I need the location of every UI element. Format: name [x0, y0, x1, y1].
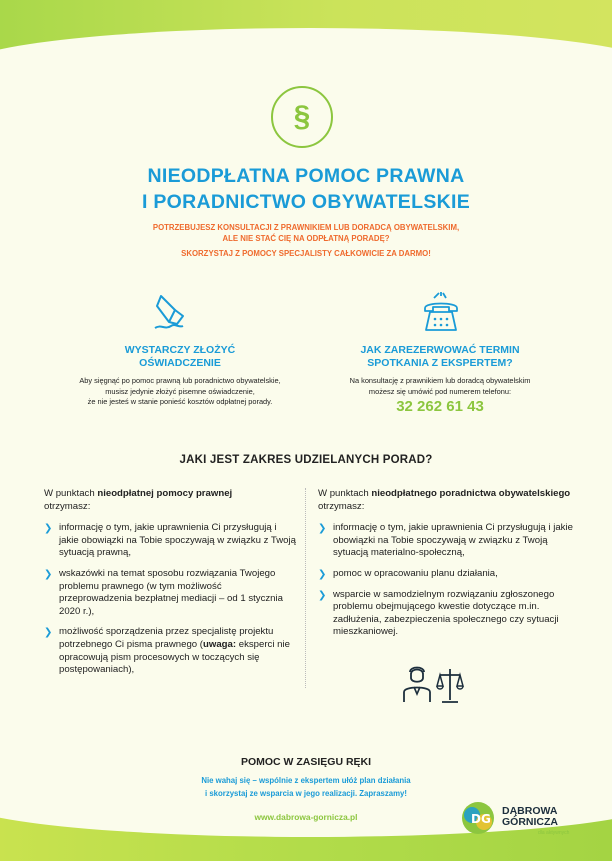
intro-line-3: SKORZYSTAJ Z POMOCY SPECJALISTY CAŁKOWICIE ZA DARMO!	[181, 249, 431, 258]
intro-callout	[0, 248, 612, 259]
legal-item-2: wskazówki na temat sposobu rozwiązania Twojego problemu prawnego (w tym możliwość przeprowadzenia bezpłatnej mediacji – od 1 stycznia 2020 r.),	[59, 567, 283, 617]
chevron-right-icon: ❯	[318, 589, 327, 601]
logo-line-2: GÓRNICZA	[502, 816, 558, 828]
booking-text-line-1: Na konsultację z prawnikiem lub doradcą obywatelskim	[349, 376, 531, 385]
dabrowa-gornicza-logo-icon	[460, 800, 496, 836]
chevron-right-icon: ❯	[318, 568, 327, 580]
list-item	[318, 589, 574, 639]
booking-heading	[320, 344, 560, 370]
scope-title: JAKI JEST ZAKRES UDZIELANYCH PORAD?	[179, 454, 433, 466]
pen-writing-icon	[153, 292, 189, 332]
civic-item-2: pomoc w opracowaniu planu działania,	[333, 567, 498, 579]
lawyer-icon	[402, 664, 432, 704]
section-sign-glyph: §	[293, 100, 311, 133]
statement-text-line-1: Aby sięgnąć po pomoc prawną lub poradnictwo obywatelskie,	[79, 376, 281, 385]
legal-intro-before: W punktach	[44, 488, 98, 499]
legal-aid-column	[44, 488, 296, 685]
statement-heading-line-2: OŚWIADCZENIE	[139, 357, 221, 369]
civic-intro-after: otrzymasz:	[318, 500, 365, 512]
statement-text-line-2: musisz jedynie złożyć pisemne oświadczenie,	[105, 386, 255, 396]
legal-aid-intro	[44, 488, 296, 513]
list-item	[44, 626, 296, 676]
footer-title: POMOC W ZASIĘGU RĘKI	[240, 756, 372, 768]
footer-text-line-1: Nie wahaj się – wspólnie z ekspertem ułóż plan działania	[201, 776, 411, 785]
legal-item-3-end: eksperci nie opracowują pism procesowych w toczących się postępowaniach),	[59, 638, 290, 676]
legal-intro-after: otrzymasz:	[44, 500, 91, 512]
legal-intro-bold: nieodpłatnej pomocy prawnej	[97, 488, 233, 499]
chevron-right-icon: ❯	[44, 627, 53, 639]
logo-line-1: DĄBROWA	[502, 805, 558, 817]
civic-item-3: wsparcie w samodzielnym rozwiązaniu zgłoszonego problemu obejmującego kwestie dotyczące m.in. zadłużenia, zabezpieczenia społecznego czy sytuacji mieszkaniowej.	[333, 588, 559, 638]
intro-line-1: POTRZEBUJESZ KONSULTACJI Z PRAWNIKIEM LUB DORADCĄ OBYWATELSKIM,	[152, 223, 460, 232]
scales-of-justice-icon	[436, 666, 464, 704]
logo-wordmark	[502, 806, 558, 828]
civic-intro-before: W punktach	[318, 488, 372, 499]
booking-text	[300, 376, 580, 397]
chevron-right-icon: ❯	[44, 568, 53, 580]
chevron-right-icon: ❯	[318, 523, 327, 535]
statement-text-line-3: że nie jesteś w stanie ponieść kosztów odpłatnej porady.	[87, 397, 273, 406]
list-item	[318, 568, 574, 581]
legal-item-3-note: uwaga:	[203, 638, 237, 650]
intro-question	[0, 222, 612, 244]
list-item	[44, 522, 296, 560]
column-divider	[305, 488, 306, 688]
statement-heading	[60, 344, 300, 370]
section-sign-icon	[271, 86, 333, 148]
civic-advice-column	[318, 488, 574, 647]
intro-line-2: ALE NIE STAĆ CIĘ NA ODPŁATNĄ PORADĘ?	[222, 234, 390, 243]
legal-item-3: możliwość sporządzenia przez specjalistę projektu potrzebnego Ci pisma prawnego (	[59, 626, 274, 650]
footer-text-line-2: i skorzystaj ze wsparcia w jego realizacji. Zapraszamy!	[205, 789, 407, 798]
booking-heading-line-1: JAK ZAREZERWOWAĆ TERMIN	[360, 344, 520, 356]
legal-item-1: informację o tym, jakie uprawnienia Ci przysługują i jakie obowiązki na Tobie spoczywają w związku z Twoją sytuacją prawną,	[59, 522, 296, 559]
title-line-1: NIEODPŁATNA POMOC PRAWNA	[147, 165, 465, 187]
page-title	[0, 163, 612, 215]
civic-advice-intro	[318, 488, 574, 513]
booking-text-line-2: możesz się umówić pod numerem telefonu:	[368, 386, 512, 396]
website-link[interactable]: www.dabrowa-gornicza.pl	[254, 812, 358, 822]
civic-item-1: informację o tym, jakie uprawnienia Ci przysługują i jakie obowiązki na Tobie spoczywają w związku z Twoją sytuacją materialno-społeczną,	[333, 522, 573, 559]
telephone-icon	[422, 292, 460, 332]
booking-heading-line-2: SPOTKANIA Z EKSPERTEM?	[367, 357, 513, 369]
svg-text:DG: DG	[471, 812, 491, 826]
logo-tagline: dla aktywnych	[538, 830, 570, 836]
list-item	[318, 522, 574, 560]
list-item	[44, 568, 296, 618]
title-line-2: I PORADNICTWO OBYWATELSKIE	[141, 191, 471, 213]
chevron-right-icon: ❯	[44, 523, 53, 535]
statement-text	[40, 376, 320, 408]
civic-intro-bold: nieodpłatnego poradnictwa obywatelskiego	[371, 488, 571, 499]
phone-number[interactable]: 32 262 61 43	[396, 398, 484, 415]
statement-heading-line-1: WYSTARCZY ZŁOŻYĆ	[124, 344, 236, 356]
